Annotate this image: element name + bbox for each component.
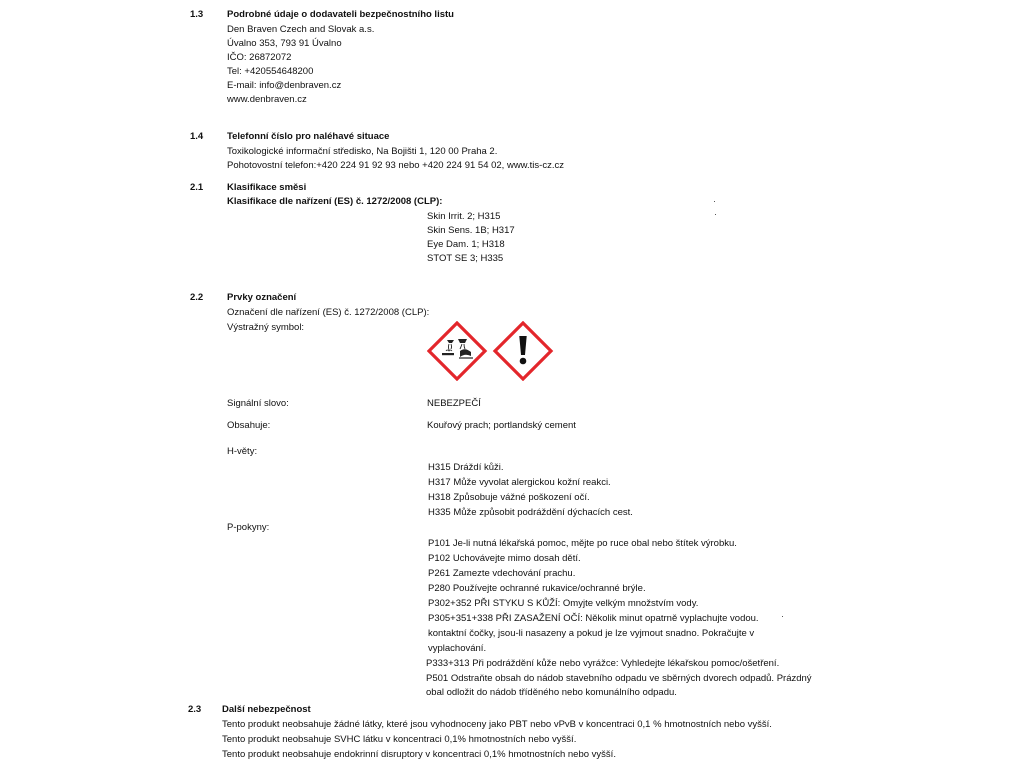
signal-word-value: NEBEZPEČÍ: [427, 398, 481, 409]
p-statement: P102 Uchovávejte mimo dosah dětí.: [428, 553, 581, 564]
supplier-name: Den Braven Czech and Slovak a.s.: [227, 24, 375, 35]
signal-word-label: Signální slovo:: [227, 398, 289, 409]
contains-value: Kouřový prach; portlandský cement: [427, 420, 576, 431]
p-statement: P280 Používejte ochranné rukavice/ochranné brýle.: [428, 583, 646, 594]
section-number-2-1: 2.1: [190, 182, 204, 193]
h-statement: H335 Může způsobit podráždění dýchacích cest.: [428, 507, 633, 518]
stray-mark: [715, 214, 716, 215]
labelling-regulation: Označení dle nařízení (ES) č. 1272/2008 (CLP):: [227, 307, 430, 318]
classification-item: Eye Dam. 1; H318: [427, 239, 505, 250]
section-title-2-1: Klasifikace směsi: [227, 182, 307, 193]
p-statement: P305+351+338 PŘI ZASAŽENÍ OČÍ: Několik minut opatrně vyplachujte vodou.: [428, 613, 759, 624]
section-title-1-4: Telefonní číslo pro naléhavé situace: [227, 131, 390, 142]
section-number-2-2: 2.2: [190, 292, 204, 303]
corrosion-pictogram: [429, 323, 485, 379]
supplier-website: www.denbraven.cz: [227, 94, 307, 105]
h-statements-label: H-věty:: [227, 446, 258, 457]
supplier-address: Úvalno 353, 793 91 Úvalno: [227, 38, 342, 49]
section-number-1-3: 1.3: [190, 9, 204, 20]
section-title-2-3: Další nebezpečnost: [222, 704, 311, 715]
section-number-2-3: 2.3: [188, 704, 202, 715]
section-title-1-3: Podrobné údaje o dodavateli bezpečnostního listu: [227, 9, 454, 20]
p-statement-continuation: kontaktní čočky, jsou-li nasazeny a pokud je lze vyjmout snadno. Pokračujte v: [428, 628, 755, 639]
classification-item: STOT SE 3; H335: [427, 253, 504, 264]
p-statement-continuation: vyplachování.: [428, 643, 487, 654]
emergency-center: Toxikologické informační středisko, Na Bojišti 1, 120 00 Praha 2.: [227, 146, 498, 157]
p-statement: P101 Je-li nutná lékařská pomoc, mějte po ruce obal nebo štítek výrobku.: [428, 538, 737, 549]
h-statement: H317 Může vyvolat alergickou kožní reakci.: [428, 477, 611, 488]
contains-label: Obsahuje:: [227, 420, 271, 431]
p-statement: P302+352 PŘI STYKU S KŮŽÍ: Omyjte velkým množstvím vody.: [428, 598, 699, 609]
h-statement: H315 Dráždí kůži.: [428, 462, 504, 473]
other-hazard-line: Tento produkt neobsahuje žádné látky, které jsou vyhodnoceny jako PBT nebo vPvB v koncentraci 0,1 % hmotnostních nebo vyšší.: [222, 719, 772, 730]
p-statement: P501 Odstraňte obsah do nádob stavebního odpadu ve sběrných dvorech odpadů. Prázdný: [426, 673, 812, 684]
classification-item: Skin Irrit. 2; H315: [427, 211, 501, 222]
ghs-pictograms: [427, 321, 555, 381]
section-title-2-2: Prvky označení: [227, 292, 297, 303]
other-hazard-line: Tento produkt neobsahuje endokrinní disruptory v koncentraci 0,1% hmotnostních nebo vyšší.: [222, 749, 616, 760]
section-number-1-4: 1.4: [190, 131, 204, 142]
p-statement: P333+313 Při podráždění kůže nebo vyrážce: Vyhledejte lékařskou pomoc/ošetření.: [426, 658, 780, 669]
p-statement: P261 Zamezte vdechování prachu.: [428, 568, 576, 579]
stray-mark: [782, 616, 783, 617]
exclamation-pictogram: [495, 323, 551, 379]
supplier-ico: IČO: 26872072: [227, 52, 292, 63]
emergency-phone: Pohotovostní telefon:+420 224 91 92 93 nebo +420 224 91 54 02, www.tis-cz.cz: [227, 160, 564, 171]
p-statements-label: P-pokyny:: [227, 522, 270, 533]
supplier-email: E-mail: info@denbraven.cz: [227, 80, 342, 91]
stray-mark: [714, 201, 715, 202]
supplier-phone: Tel: +420554648200: [227, 66, 314, 77]
classification-item: Skin Sens. 1B; H317: [427, 225, 515, 236]
hazard-symbol-label: Výstražný symbol:: [227, 322, 305, 333]
classification-regulation: Klasifikace dle nařízení (ES) č. 1272/2008 (CLP):: [227, 196, 443, 207]
other-hazard-line: Tento produkt neobsahuje SVHC látku v koncentraci 0,1% hmotnostních nebo vyšší.: [222, 734, 577, 745]
p-statement-continuation: obal odložit do nádob tříděného nebo komunálního odpadu.: [426, 687, 677, 698]
h-statement: H318 Způsobuje vážné poškození očí.: [428, 492, 590, 503]
